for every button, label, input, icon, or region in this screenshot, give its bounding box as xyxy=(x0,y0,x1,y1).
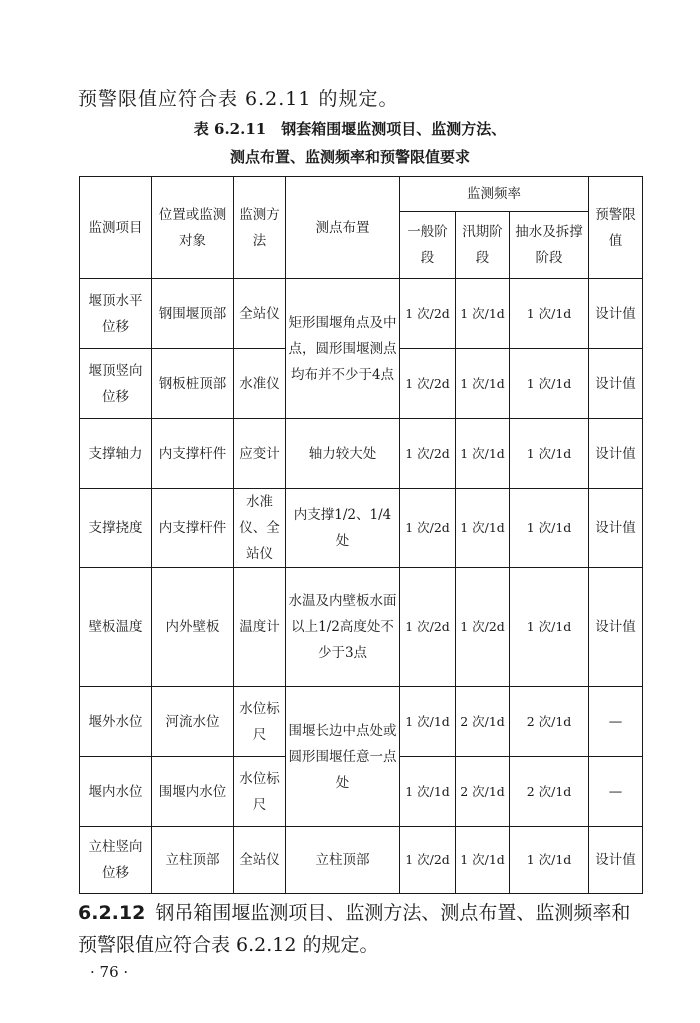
cell-pumping: 2 次/1d xyxy=(510,687,589,757)
cell-points: 立柱顶部 xyxy=(286,827,400,894)
cell-general: 1 次/2d xyxy=(400,349,456,419)
cell-pumping: 1 次/1d xyxy=(510,279,589,349)
cell-location: 河流水位 xyxy=(152,687,234,757)
table-row xyxy=(80,419,643,489)
intro-text: 预警限值应符合表 6.2.11 的规定。 xyxy=(78,88,399,110)
cell-flood: 1 次/1d xyxy=(456,279,510,349)
monitoring-table xyxy=(79,176,643,894)
cell-method: 应变计 xyxy=(234,419,286,489)
section-text-line1: 钢吊箱围堰监测项目、监测方法、测点布置、监测频率和 xyxy=(155,902,631,924)
table-caption-line1: 表 6.2.11 钢套箱围堰监测项目、监测方法、 xyxy=(193,120,507,138)
cell-general: 1 次/2d xyxy=(400,489,456,568)
cell-pumping: 2 次/1d xyxy=(510,757,589,827)
cell-method: 水准仪、全站仪 xyxy=(234,489,286,568)
header-row xyxy=(80,177,643,212)
header-pumping: 抽水及拆撑阶段 xyxy=(510,212,589,279)
header-points: 测点布置 xyxy=(286,177,400,279)
cell-warning: 设计值 xyxy=(589,827,643,894)
cell-method: 水准仪 xyxy=(234,349,286,419)
cell-points: 内支撑1/2、1/4 处 xyxy=(286,489,400,568)
cell-general: 1 次/2d xyxy=(400,419,456,489)
cell-flood: 1 次/1d xyxy=(456,489,510,568)
cell-flood: 1 次/1d xyxy=(456,349,510,419)
cell-points-merged: 围堰长边中点处或圆形围堰任意一点处 xyxy=(286,687,400,827)
cell-pumping: 1 次/1d xyxy=(510,489,589,568)
cell-item: 立柱竖向位移 xyxy=(80,827,152,894)
cell-warning: — xyxy=(589,687,643,757)
cell-method: 温度计 xyxy=(234,568,286,687)
header-general: 一般阶段 xyxy=(400,212,456,279)
table-row xyxy=(80,687,643,757)
cell-flood: 2 次/1d xyxy=(456,687,510,757)
cell-method: 水位标尺 xyxy=(234,757,286,827)
header-warning: 预警限值 xyxy=(589,177,643,279)
page-number: · 76 · xyxy=(90,963,129,981)
cell-general: 1 次/2d xyxy=(400,827,456,894)
cell-method: 水位标尺 xyxy=(234,687,286,757)
cell-flood: 1 次/1d xyxy=(456,827,510,894)
header-flood: 汛期阶段 xyxy=(456,212,510,279)
cell-method: 全站仪 xyxy=(234,827,286,894)
cell-location: 钢围堰顶部 xyxy=(152,279,234,349)
cell-general: 1 次/1d xyxy=(400,757,456,827)
cell-location: 钢板桩顶部 xyxy=(152,349,234,419)
cell-warning: 设计值 xyxy=(589,419,643,489)
cell-points: 轴力较大处 xyxy=(286,419,400,489)
header-method: 监测方法 xyxy=(234,177,286,279)
cell-item: 支撑挠度 xyxy=(80,489,152,568)
cell-item: 堰顶竖向位移 xyxy=(80,349,152,419)
table-caption-line2: 测点布置、监测频率和预警限值要求 xyxy=(229,148,470,166)
cell-item: 支撑轴力 xyxy=(80,419,152,489)
cell-warning: 设计值 xyxy=(589,568,643,687)
cell-pumping: 1 次/1d xyxy=(510,568,589,687)
cell-warning: 设计值 xyxy=(589,349,643,419)
cell-flood: 2 次/1d xyxy=(456,757,510,827)
cell-location: 立柱顶部 xyxy=(152,827,234,894)
cell-warning: — xyxy=(589,757,643,827)
table-row xyxy=(80,827,643,894)
cell-method: 全站仪 xyxy=(234,279,286,349)
cell-location: 围堰内水位 xyxy=(152,757,234,827)
cell-item: 堰内水位 xyxy=(80,757,152,827)
cell-general: 1 次/1d xyxy=(400,687,456,757)
cell-pumping: 1 次/1d xyxy=(510,349,589,419)
cell-flood: 1 次/2d xyxy=(456,568,510,687)
header-frequency: 监测频率 xyxy=(400,177,589,212)
section-number: 6.2.12 xyxy=(78,902,146,924)
cell-pumping: 1 次/1d xyxy=(510,827,589,894)
cell-flood: 1 次/1d xyxy=(456,419,510,489)
cell-points: 水温及内壁板水面以上1/2高度处不少于3点 xyxy=(286,568,400,687)
cell-item: 堰顶水平位移 xyxy=(80,279,152,349)
cell-points-merged: 矩形围堰角点及中点，圆形围堰测点均布并不少于4点 xyxy=(286,279,400,419)
header-item: 监测项目 xyxy=(80,177,152,279)
cell-location: 内支撑杆件 xyxy=(152,489,234,568)
cell-pumping: 1 次/1d xyxy=(510,419,589,489)
cell-warning: 设计值 xyxy=(589,279,643,349)
section-heading xyxy=(78,898,630,925)
cell-item: 壁板温度 xyxy=(80,568,152,687)
table-row xyxy=(80,568,643,687)
cell-general: 1 次/2d xyxy=(400,568,456,687)
cell-item: 堰外水位 xyxy=(80,687,152,757)
cell-warning: 设计值 xyxy=(589,489,643,568)
header-location: 位置或监测对象 xyxy=(152,177,234,279)
cell-location: 内外壁板 xyxy=(152,568,234,687)
table-row xyxy=(80,279,643,349)
cell-general: 1 次/2d xyxy=(400,279,456,349)
table-row xyxy=(80,489,643,568)
section-text-line2: 预警限值应符合表 6.2.12 的规定。 xyxy=(78,934,379,956)
cell-location: 内支撑杆件 xyxy=(152,419,234,489)
